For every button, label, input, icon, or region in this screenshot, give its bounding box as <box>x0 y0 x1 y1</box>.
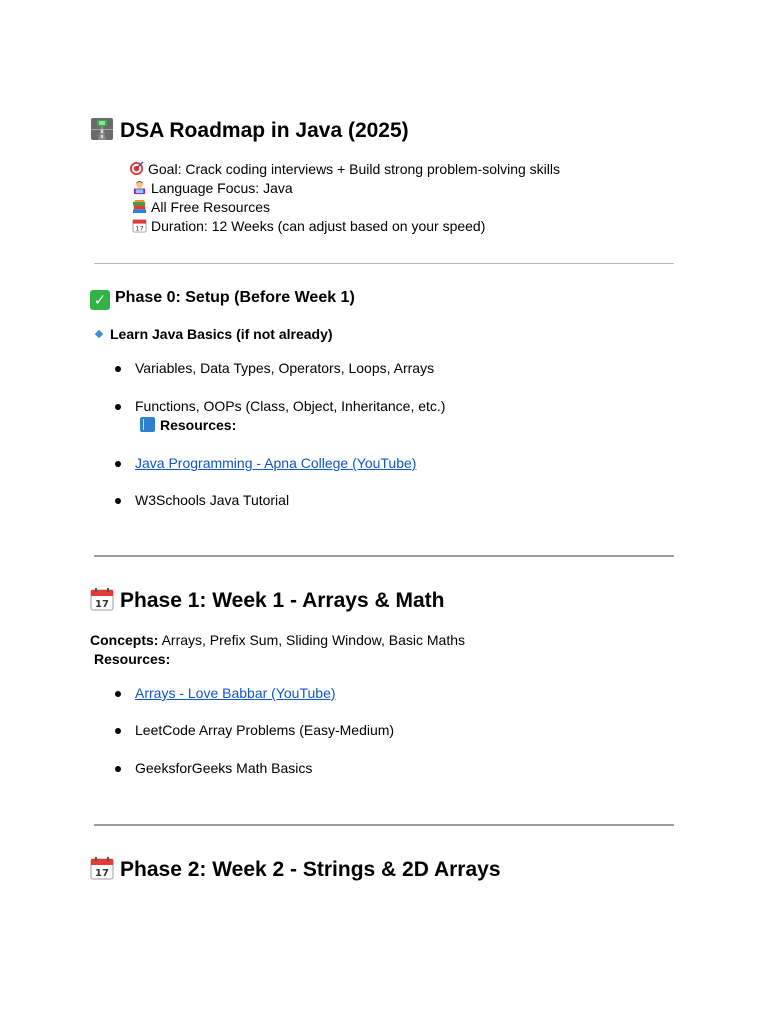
books-icon <box>132 199 147 214</box>
blue-book-icon <box>140 417 155 432</box>
phase1-heading <box>90 587 444 614</box>
list-item-text: GeeksforGeeks Math Basics <box>135 760 313 776</box>
phase1-resources-label: Resources: <box>94 651 171 667</box>
concepts-label: Concepts: <box>90 632 159 648</box>
list-item-text: Variables, Data Types, Operators, Loops, Arrays <box>135 360 435 376</box>
list-item-text: LeetCode Array Problems (Easy-Medium) <box>135 722 395 738</box>
goal-line <box>129 160 560 179</box>
language-text: Language Focus: Java <box>151 180 293 196</box>
target-icon <box>129 161 144 176</box>
phase2-heading <box>90 856 501 883</box>
resource-link-love-babbar[interactable]: Arrays - Love Babbar (YouTube) <box>135 685 336 701</box>
list-item <box>135 721 394 740</box>
duration-text: Duration: 12 Weeks (can adjust based on your speed) <box>151 218 486 234</box>
bullet-icon <box>115 728 121 734</box>
page-title <box>90 117 409 144</box>
list-item-text: Functions, OOPs (Class, Object, Inheritance, etc.) <box>135 398 446 414</box>
bullet-icon <box>115 766 121 772</box>
duration-line <box>132 217 485 236</box>
phase1-heading-text: Phase 1: Week 1 - Arrays & Math <box>120 589 445 612</box>
resources-label-text: Resources: <box>160 417 237 433</box>
bullet-icon <box>115 498 121 504</box>
resources-line <box>132 198 270 217</box>
language-line <box>132 179 293 198</box>
check-mark-icon: ✓ <box>90 290 110 310</box>
calendar-icon <box>90 587 114 611</box>
bullet-icon <box>115 691 121 697</box>
divider <box>94 824 674 826</box>
calendar-icon <box>132 218 147 233</box>
concepts-text: Arrays, Prefix Sum, Sliding Window, Basic Maths <box>158 632 466 648</box>
calendar-icon <box>90 856 114 880</box>
phase0-heading-text: Phase 0: Setup (Before Week 1) <box>115 289 355 306</box>
bullet-icon <box>115 461 121 467</box>
resource-link-apna-college[interactable]: Java Programming - Apna College (YouTube) <box>135 455 417 471</box>
technologist-icon <box>132 180 147 195</box>
list-item <box>135 759 312 778</box>
goal-text: Goal: Crack coding interviews + Build strong problem-solving skills <box>148 161 561 177</box>
divider <box>94 263 674 264</box>
resources-text: All Free Resources <box>151 199 271 215</box>
blue-diamond-icon <box>95 330 103 338</box>
phase0-heading <box>90 288 355 310</box>
bullet-icon <box>115 366 121 372</box>
list-item <box>135 684 336 703</box>
list-item <box>135 359 434 378</box>
phase2-heading-text: Phase 2: Week 2 - Strings & 2D Arrays <box>120 858 501 881</box>
list-item <box>135 397 445 416</box>
phase0-subheading <box>90 325 333 343</box>
svg-text:17: 17 <box>95 599 109 610</box>
svg-text:17: 17 <box>95 868 109 879</box>
svg-text:17: 17 <box>135 224 144 233</box>
list-item <box>135 454 416 473</box>
list-item <box>135 491 289 510</box>
divider <box>94 555 674 557</box>
list-item-text: W3Schools Java Tutorial <box>135 492 290 508</box>
bullet-icon <box>115 404 121 410</box>
phase0-subheading-text: Learn Java Basics (if not already) <box>110 326 333 342</box>
title-text: DSA Roadmap in Java (2025) <box>120 119 409 142</box>
road-sign-icon <box>90 117 114 141</box>
phase1-concepts <box>90 631 465 650</box>
resources-label <box>140 416 236 435</box>
